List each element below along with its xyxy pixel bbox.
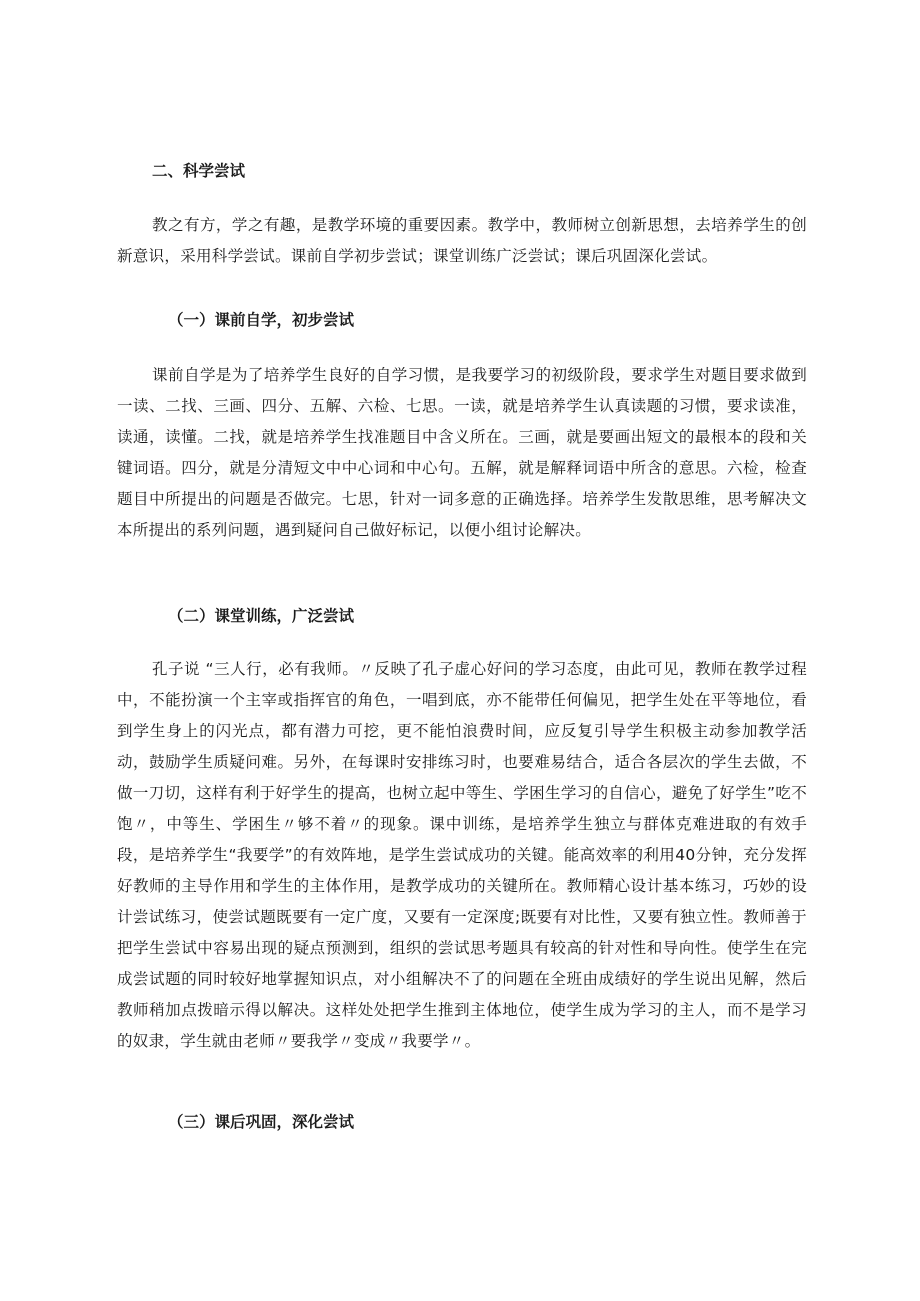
sub-heading-3: （三）课后巩固，深化尝试 [168,1113,355,1131]
intro-paragraph: 教之有方，学之有趣，是教学环境的重要因素。教学中，教师树立创新思想，去培养学生的创新意识，采用科学尝试。课前自学初步尝试；课堂训练广泛尝试；课后巩固深化尝试。 [117,216,807,265]
section-heading: 二、科学尝试 [152,162,246,180]
paragraph-1: 课前自学是为了培养学生良好的自学习惯，是我要学习的初级阶段，要求学生对题目要求做到一读、二找、三画、四分、五解、六检、七思。一读，就是培养学生认真读题的习惯，要求读准，读通，读懂。二找，就是培养学生找准题目中含义所在。三画，就是要画出短文的最根本的段和关键词语。四分，就是分清短文中中心词和中心句。五解，就是解释词语中所含的意思。六检，检查题目中所提出的问题是否做完。七思，针对一词多意的正确选择。培养学生发散思维，思考解决文本所提出的系列问题，遇到疑问自己做好标记，以便小组讨论解决。 [117,366,807,539]
sub-heading-2: （二）课堂训练，广泛尝试 [168,607,355,625]
paragraph-2: 孔子说 “三人行，必有我师。〃反映了孔子虚心好问的学习态度，由此可见，教师在教学过程中，不能扮演一个主宰或指挥官的角色，一唱到底，亦不能带任何偏见，把学生处在平等地位，看到学生身上的闪光点，都有潜力可挖，更不能怕浪费时间，应反复引导学生积极主动参加教学活动，鼓励学生质疑问难。另外，在每课时安排练习时，也要难易结合，适合各层次的学生去做，不做一刀切，这样有利于好学生的提高，也树立起中等生、学困生学习的自信心，避免了好学生”吃不饱〃，中等生、学困生〃够不着〃的现象。课中训练，是培养学生独立与群体克难进取的有效手段，是培养学生“我要学”的有效阵地，是学生尝试成功的关键。能高效率的利用40分钟，充分发挥好教师的主导作用和学生的主体作用，是教学成功的关键所在。教师精心设计基本练习，巧妙的设计尝试练习，使尝试题既要有一定广度，又要有一定深度;既要有对比性，又要有独立性。教师善于把学生尝试中容易出现的疑点预测到，组织的尝试思考题具有较高的针对性和导向性。使学生在完成尝试题的同时较好地掌握知识点，对小组解决不了的问题在全班由成绩好的学生说出见解，然后教师稍加点拨暗示得以解决。这样处处把学生推到主体地位，使学生成为学习的主人，而不是学习的奴隶，学生就由老师〃要我学〃变成〃我要学〃。 [117,660,807,1050]
sub-heading-1: （一）课前自学，初步尝试 [168,311,355,329]
